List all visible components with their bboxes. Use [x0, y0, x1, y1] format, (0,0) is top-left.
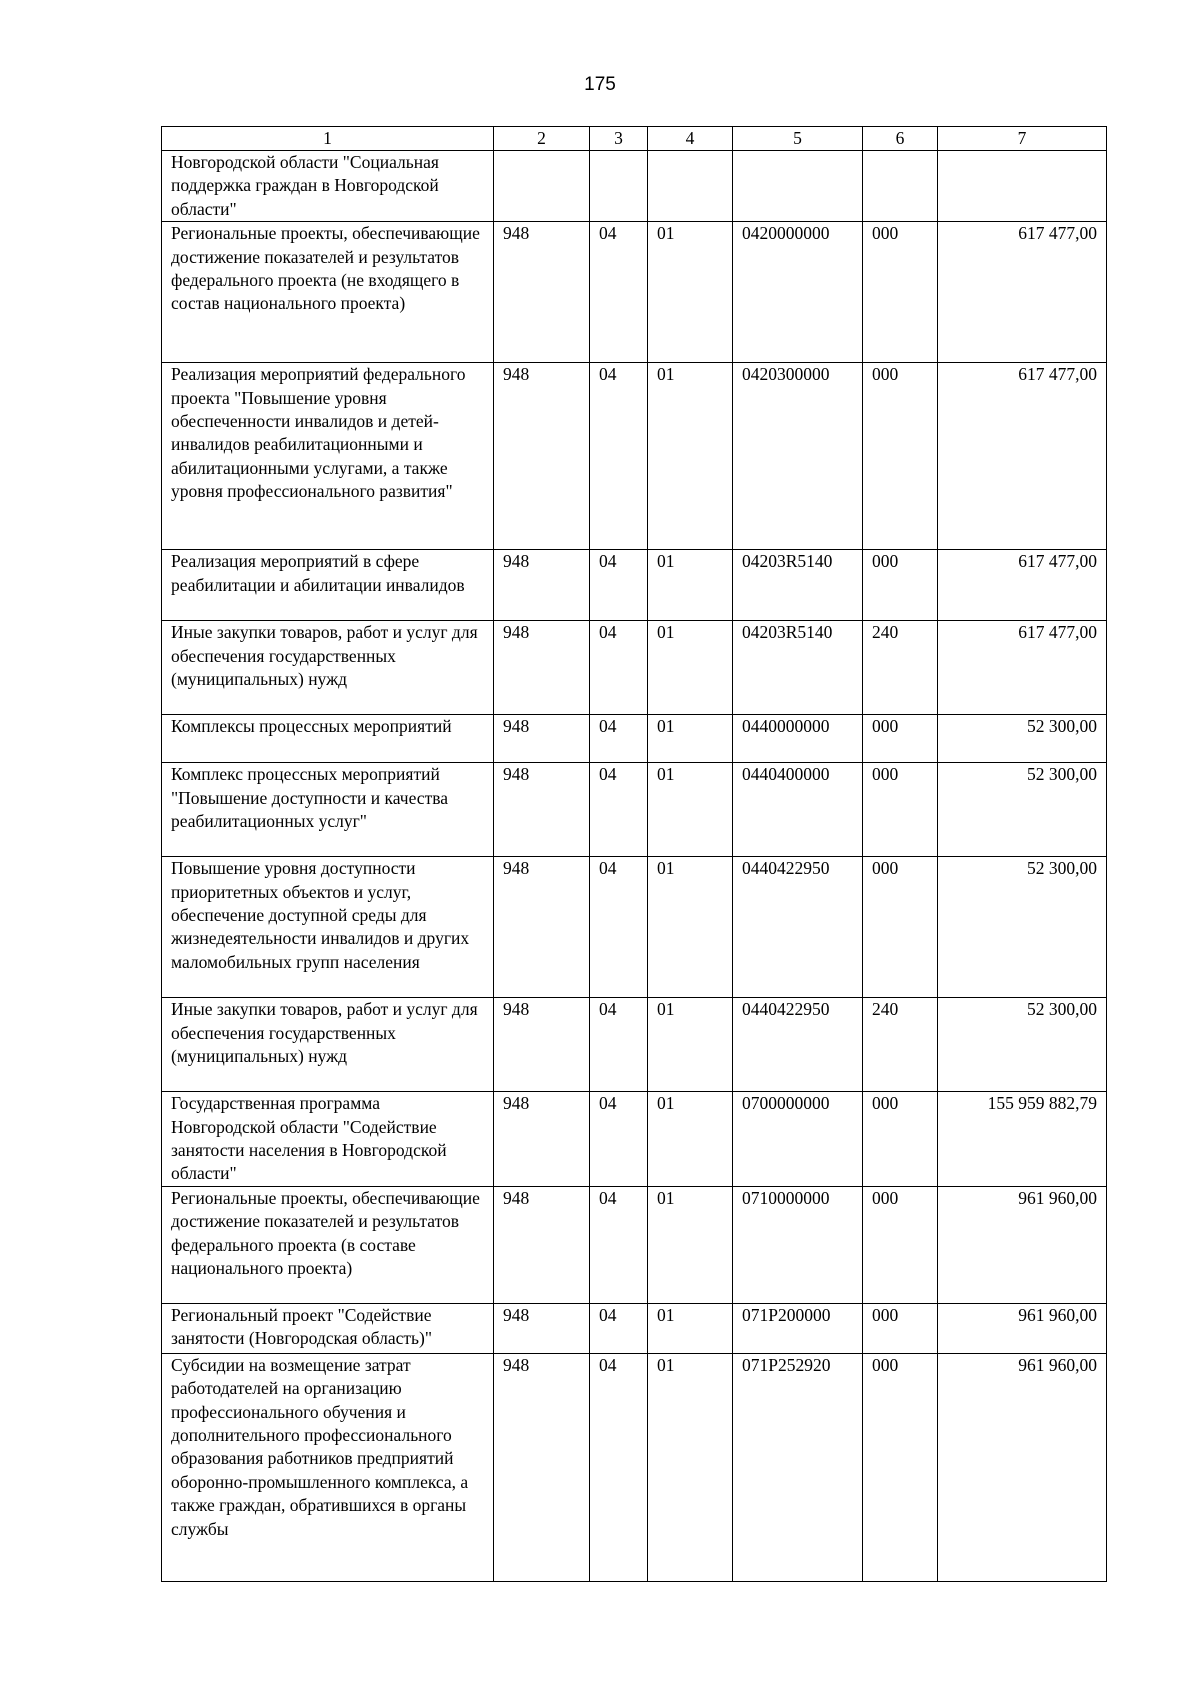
row-col-2: 948	[494, 763, 590, 857]
row-col-6: 000	[863, 715, 938, 763]
row-col-2: 948	[494, 1303, 590, 1353]
row-amount: 52 300,00	[938, 763, 1107, 857]
row-amount: 961 960,00	[938, 1186, 1107, 1303]
row-amount: 52 300,00	[938, 998, 1107, 1092]
row-name: Повышение уровня доступности приоритетных объектов и услуг, обеспечение доступной среды для жизнедеятельности инвалидов и других маломобильных групп населения	[162, 857, 494, 998]
table-row	[162, 857, 1107, 998]
row-col-6: 000	[863, 1092, 938, 1187]
row-amount: 617 477,00	[938, 550, 1107, 621]
budget-table	[161, 126, 1107, 1582]
header-col-4: 4	[648, 127, 733, 151]
row-col-2: 948	[494, 621, 590, 715]
row-col-5: 0710000000	[733, 1186, 863, 1303]
row-amount: 961 960,00	[938, 1353, 1107, 1581]
row-col-5: 0440000000	[733, 715, 863, 763]
row-name: Региональные проекты, обеспечивающие достижение показателей и результатов федерального проекта (в составе национального проекта)	[162, 1186, 494, 1303]
header-col-7: 7	[938, 127, 1107, 151]
row-name: Реализация мероприятий федерального проекта "Повышение уровня обеспеченности инвалидов и детей-инвалидов реабилитационными и абилитационными услугами, а также уровня профессионального развития"	[162, 363, 494, 550]
row-name: Комплексы процессных мероприятий	[162, 715, 494, 763]
table-row	[162, 550, 1107, 621]
row-col-3: 04	[590, 363, 648, 550]
row-amount: 52 300,00	[938, 715, 1107, 763]
row-col-5: 071P200000	[733, 1303, 863, 1353]
row-col-2	[494, 151, 590, 222]
row-col-4: 01	[648, 1353, 733, 1581]
row-col-5	[733, 151, 863, 222]
row-col-3: 04	[590, 1186, 648, 1303]
row-col-6: 000	[863, 363, 938, 550]
row-col-5: 0440422950	[733, 857, 863, 998]
table-row	[162, 1303, 1107, 1353]
row-col-3	[590, 151, 648, 222]
row-col-4: 01	[648, 621, 733, 715]
row-amount: 617 477,00	[938, 621, 1107, 715]
header-col-1: 1	[162, 127, 494, 151]
table-row	[162, 1353, 1107, 1581]
row-col-5: 071P252920	[733, 1353, 863, 1581]
row-col-5: 0440400000	[733, 763, 863, 857]
row-col-2: 948	[494, 998, 590, 1092]
row-col-2: 948	[494, 1186, 590, 1303]
row-amount: 52 300,00	[938, 857, 1107, 998]
row-col-6	[863, 151, 938, 222]
row-col-2: 948	[494, 715, 590, 763]
row-col-6: 240	[863, 998, 938, 1092]
row-col-4	[648, 151, 733, 222]
row-amount: 617 477,00	[938, 363, 1107, 550]
row-col-4: 01	[648, 857, 733, 998]
row-name: Реализация мероприятий в сфере реабилитации и абилитации инвалидов	[162, 550, 494, 621]
row-amount	[938, 151, 1107, 222]
row-col-2: 948	[494, 363, 590, 550]
table-row	[162, 715, 1107, 763]
row-name: Комплекс процессных мероприятий "Повышение доступности и качества реабилитационных услуг"	[162, 763, 494, 857]
row-col-4: 01	[648, 222, 733, 363]
row-col-6: 000	[863, 1186, 938, 1303]
row-col-2: 948	[494, 1092, 590, 1187]
row-col-6: 000	[863, 222, 938, 363]
header-col-5: 5	[733, 127, 863, 151]
header-col-2: 2	[494, 127, 590, 151]
row-col-3: 04	[590, 998, 648, 1092]
row-amount: 617 477,00	[938, 222, 1107, 363]
header-col-3: 3	[590, 127, 648, 151]
table-row	[162, 151, 1107, 222]
row-col-3: 04	[590, 1353, 648, 1581]
row-col-3: 04	[590, 763, 648, 857]
table-row	[162, 998, 1107, 1092]
row-col-5: 04203R5140	[733, 550, 863, 621]
table-row	[162, 1092, 1107, 1187]
row-col-2: 948	[494, 550, 590, 621]
row-col-3: 04	[590, 222, 648, 363]
row-col-2: 948	[494, 222, 590, 363]
row-col-3: 04	[590, 857, 648, 998]
row-col-2: 948	[494, 1353, 590, 1581]
row-col-4: 01	[648, 1092, 733, 1187]
row-name: Государственная программа Новгородской области "Содействие занятости населения в Новгородской области"	[162, 1092, 494, 1187]
table-row	[162, 1186, 1107, 1303]
row-col-4: 01	[648, 763, 733, 857]
row-col-4: 01	[648, 715, 733, 763]
row-col-4: 01	[648, 550, 733, 621]
row-name: Региональный проект "Содействие занятости (Новгородская область)"	[162, 1303, 494, 1353]
row-col-5: 0440422950	[733, 998, 863, 1092]
row-col-3: 04	[590, 1303, 648, 1353]
row-col-2: 948	[494, 857, 590, 998]
row-name: Иные закупки товаров, работ и услуг для обеспечения государственных (муниципальных) нужд	[162, 998, 494, 1092]
row-col-5: 0420000000	[733, 222, 863, 363]
table-row	[162, 621, 1107, 715]
row-col-3: 04	[590, 621, 648, 715]
row-col-6: 000	[863, 763, 938, 857]
row-col-5: 0700000000	[733, 1092, 863, 1187]
row-col-3: 04	[590, 715, 648, 763]
row-col-6: 000	[863, 550, 938, 621]
row-col-3: 04	[590, 550, 648, 621]
row-col-6: 240	[863, 621, 938, 715]
row-amount: 961 960,00	[938, 1303, 1107, 1353]
row-col-4: 01	[648, 1303, 733, 1353]
table-row	[162, 363, 1107, 550]
row-col-6: 000	[863, 1353, 938, 1581]
row-col-6: 000	[863, 1303, 938, 1353]
row-col-4: 01	[648, 998, 733, 1092]
row-col-5: 04203R5140	[733, 621, 863, 715]
row-name: Региональные проекты, обеспечивающие достижение показателей и результатов федерального проекта (не входящего в состав национального проекта)	[162, 222, 494, 363]
row-col-4: 01	[648, 1186, 733, 1303]
header-col-6: 6	[863, 127, 938, 151]
page-number: 175	[584, 74, 616, 95]
table-row	[162, 222, 1107, 363]
row-col-5: 0420300000	[733, 363, 863, 550]
row-name: Новгородской области "Социальная поддержка граждан в Новгородской области"	[162, 151, 494, 222]
row-name: Субсидии на возмещение затрат работодателей на организацию профессионального обучения и дополнительного профессионального образования работников предприятий оборонно-промышленного комплекса, а также граждан, обратившихся в органы службы	[162, 1353, 494, 1581]
row-col-4: 01	[648, 363, 733, 550]
row-col-3: 04	[590, 1092, 648, 1187]
row-name: Иные закупки товаров, работ и услуг для обеспечения государственных (муниципальных) нужд	[162, 621, 494, 715]
header-row	[162, 127, 1107, 151]
table-row	[162, 763, 1107, 857]
row-amount: 155 959 882,79	[938, 1092, 1107, 1187]
row-col-6: 000	[863, 857, 938, 998]
